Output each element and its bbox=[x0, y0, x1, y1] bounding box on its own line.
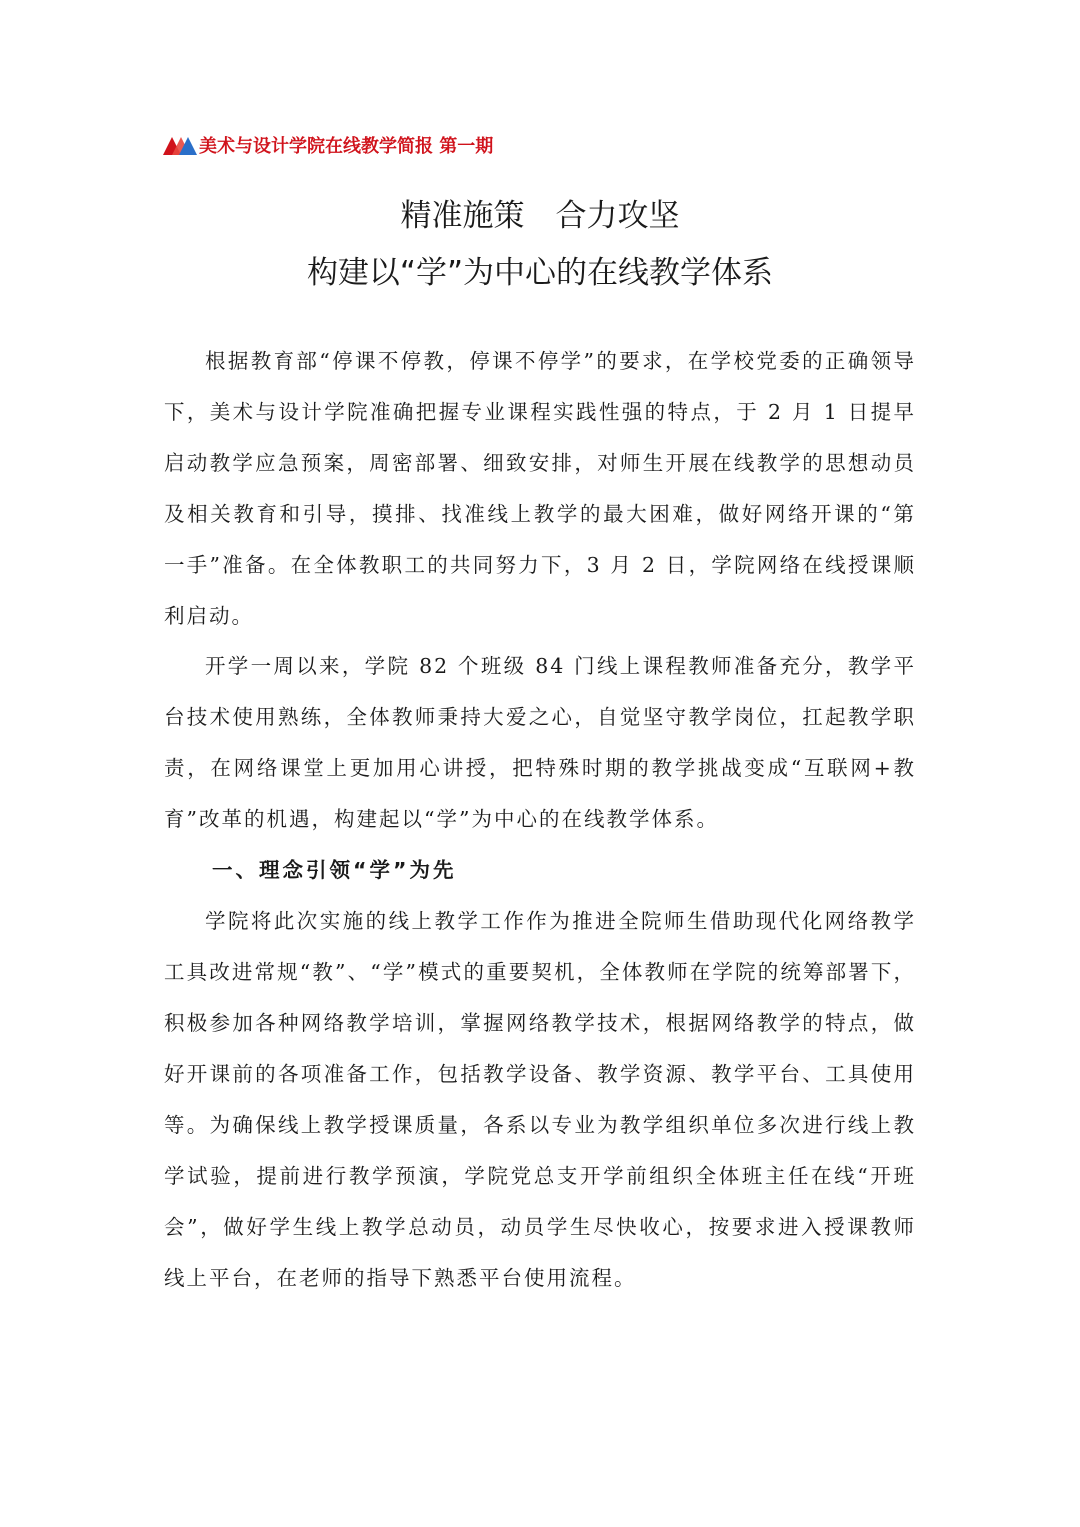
main-title-line2: 构建以“学”为中心的在线教学体系 bbox=[306, 255, 774, 291]
section-heading-1: 一、理念引领“学”为先 bbox=[212, 858, 457, 882]
main-title-line1: 精准施策 合力攻坚 bbox=[400, 198, 680, 234]
paragraph-1: 根据教育部“停课不停教，停课不停学”的要求，在学校党委的正确领导下，美术与设计学院准确把握专业课程实践性强的特点，于 2 月 1 日提早启动教学应急预案，周密部署、细致安排，对师生开展在线教学的思想动员及相关教育和引导，摸排、找准线上教学的最大困难，做好网络开课的“第一手”准备。在全体教职工的共同努力下，3 月 2 日，学院网络在线授课顺利启动。 bbox=[164, 349, 916, 628]
triangle-logo-icon bbox=[163, 134, 197, 156]
newsletter-header bbox=[163, 132, 493, 158]
newsletter-title: 美术与设计学院在线教学简报 第一期 bbox=[199, 136, 494, 157]
section-1-paragraph: 学院将此次实施的线上教学工作作为推进全院师生借助现代化网络教学工具改进常规“教”、“学”模式的重要契机，全体教师在学院的统筹部署下，积极参加各种网络教学培训，掌握网络教学技术，根据网络教学的特点，做好开课前的各项准备工作，包括教学设备、教学资源、教学平台、工具使用等。为确保线上教学授课质量，各系以专业为教学组织单位多次进行线上教学试验，提前进行教学预演，学院党总支开学前组织全体班主任在线“开班会”，做好学生线上教学总动员，动员学生尽快收心，按要求进入授课教师线上平台，在老师的指导下熟悉平台使用流程。 bbox=[164, 909, 916, 1290]
paragraph-2: 开学一周以来，学院 82 个班级 84 门线上课程教师准备充分，教学平台技术使用熟练，全体教师秉持大爱之心，自觉坚守教学岗位，扛起教学职责，在网络课堂上更加用心讲授，把特殊时期的教学挑战变成“互联网+教育”改革的机遇，构建起以“学”为中心的在线教学体系。 bbox=[164, 654, 916, 831]
